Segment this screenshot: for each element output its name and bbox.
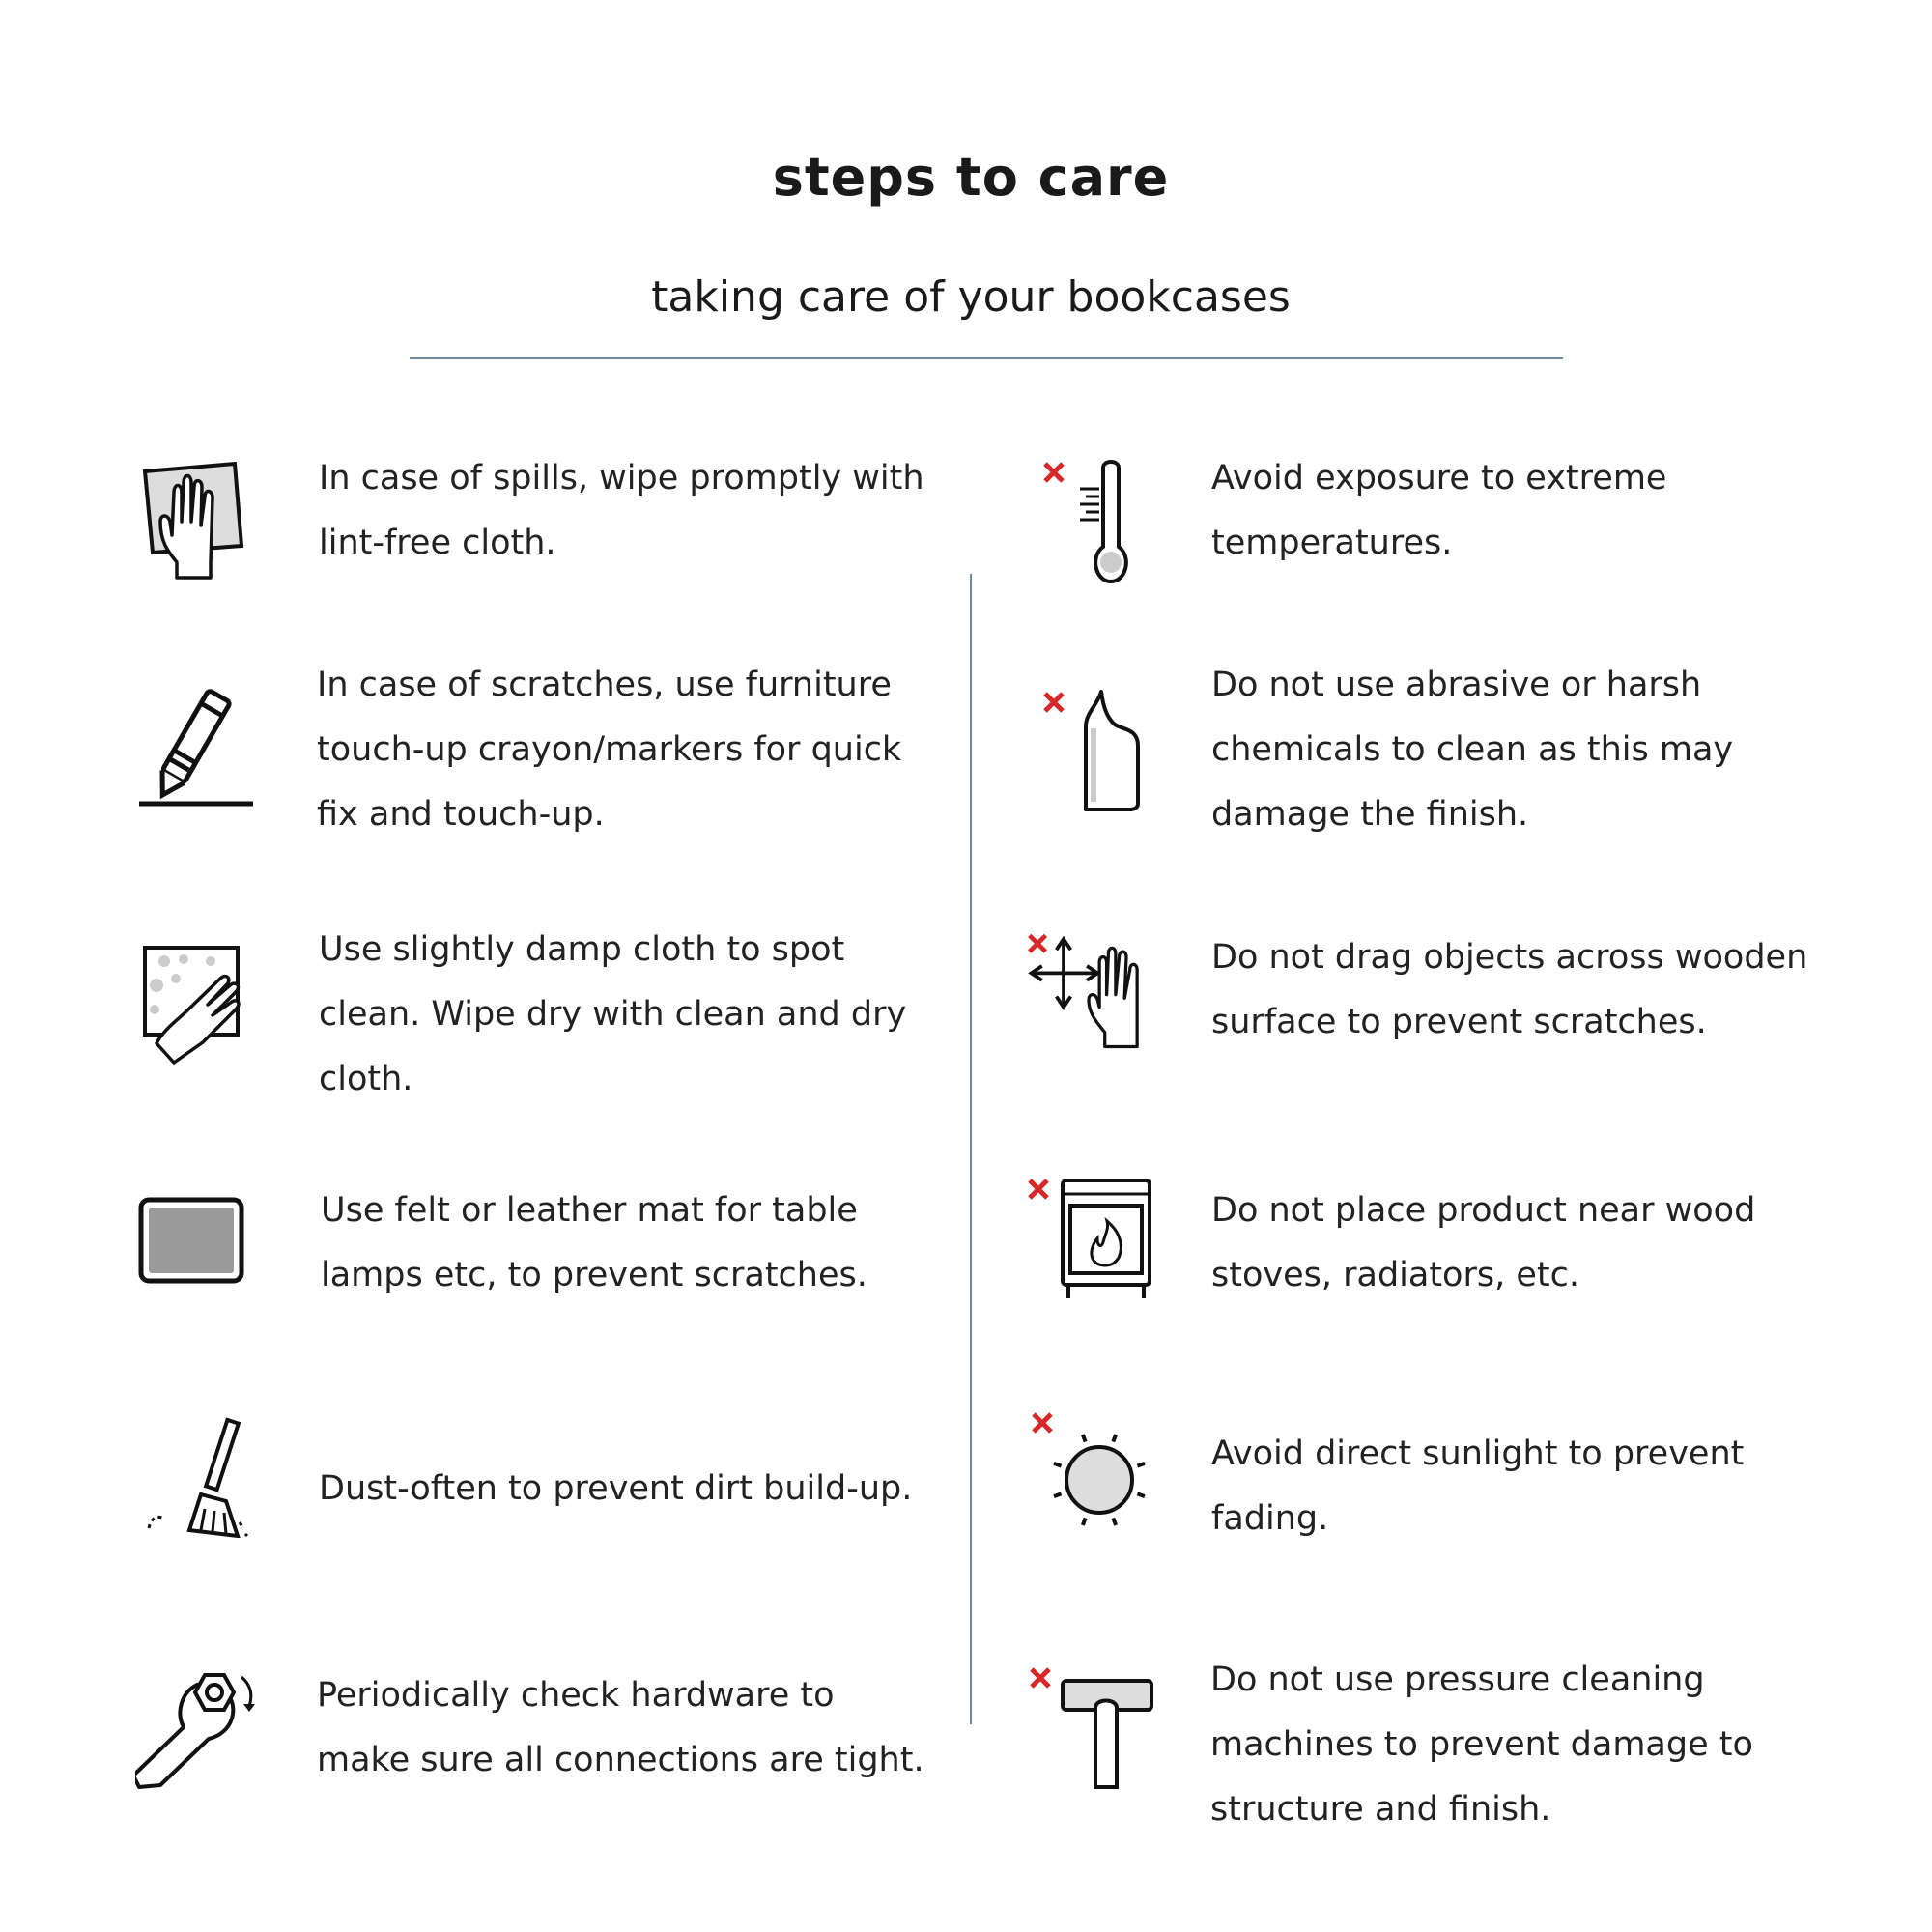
avoid-step-text: Do not use abrasive or harsh chemicals to clean as this may damage the finish. xyxy=(1211,666,1734,834)
crayon-icon xyxy=(135,688,261,813)
column-divider xyxy=(970,574,972,1724)
care-step-text: In case of scratches, use furniture touch-up crayon/markers for quick fix and touch-up. xyxy=(317,666,902,834)
drag-hand-icon xyxy=(1026,927,1151,1053)
wood-stove-icon xyxy=(1026,1177,1151,1302)
pressure-cleaner-icon xyxy=(1028,1665,1153,1791)
wrench-nut-icon xyxy=(135,1663,261,1789)
thermometer-icon xyxy=(1039,460,1165,585)
page-subtitle: taking care of your bookcases xyxy=(651,272,1291,322)
avoid-step-text: Do not use pressure cleaning machines to prevent damage to structure and finish. xyxy=(1210,1661,1753,1829)
damp-cloth-hand-icon xyxy=(135,942,261,1067)
avoid-step-text: Avoid exposure to extreme temperatures. xyxy=(1211,459,1667,562)
care-step-text: Use felt or leather mat for table lamps etc, to prevent scratches. xyxy=(321,1191,867,1294)
care-step-text: In case of spills, wipe promptly with lint-free cloth. xyxy=(319,459,924,562)
care-step-text: Periodically check hardware to make sure all connections are tight. xyxy=(317,1676,924,1779)
duster-brush-icon xyxy=(141,1412,267,1538)
felt-mat-icon xyxy=(137,1196,263,1321)
page-title: steps to care xyxy=(772,147,1170,208)
hand-wipe-cloth-icon xyxy=(133,454,259,580)
avoid-step-text: Do not place product near wood stoves, radiators, etc. xyxy=(1211,1191,1756,1294)
chemical-bottle-icon xyxy=(1039,688,1165,813)
care-step-text: Use slightly damp cloth to spot clean. Wipe dry with clean and dry cloth. xyxy=(319,930,907,1098)
avoid-step-text: Do not drag objects across wooden surface to prevent scratches. xyxy=(1211,938,1808,1041)
sun-icon xyxy=(1030,1410,1155,1536)
header-divider xyxy=(410,357,1563,359)
avoid-step-text: Avoid direct sunlight to prevent fading. xyxy=(1211,1435,1745,1538)
care-step-text: Dust-often to prevent dirt build-up. xyxy=(319,1469,913,1508)
